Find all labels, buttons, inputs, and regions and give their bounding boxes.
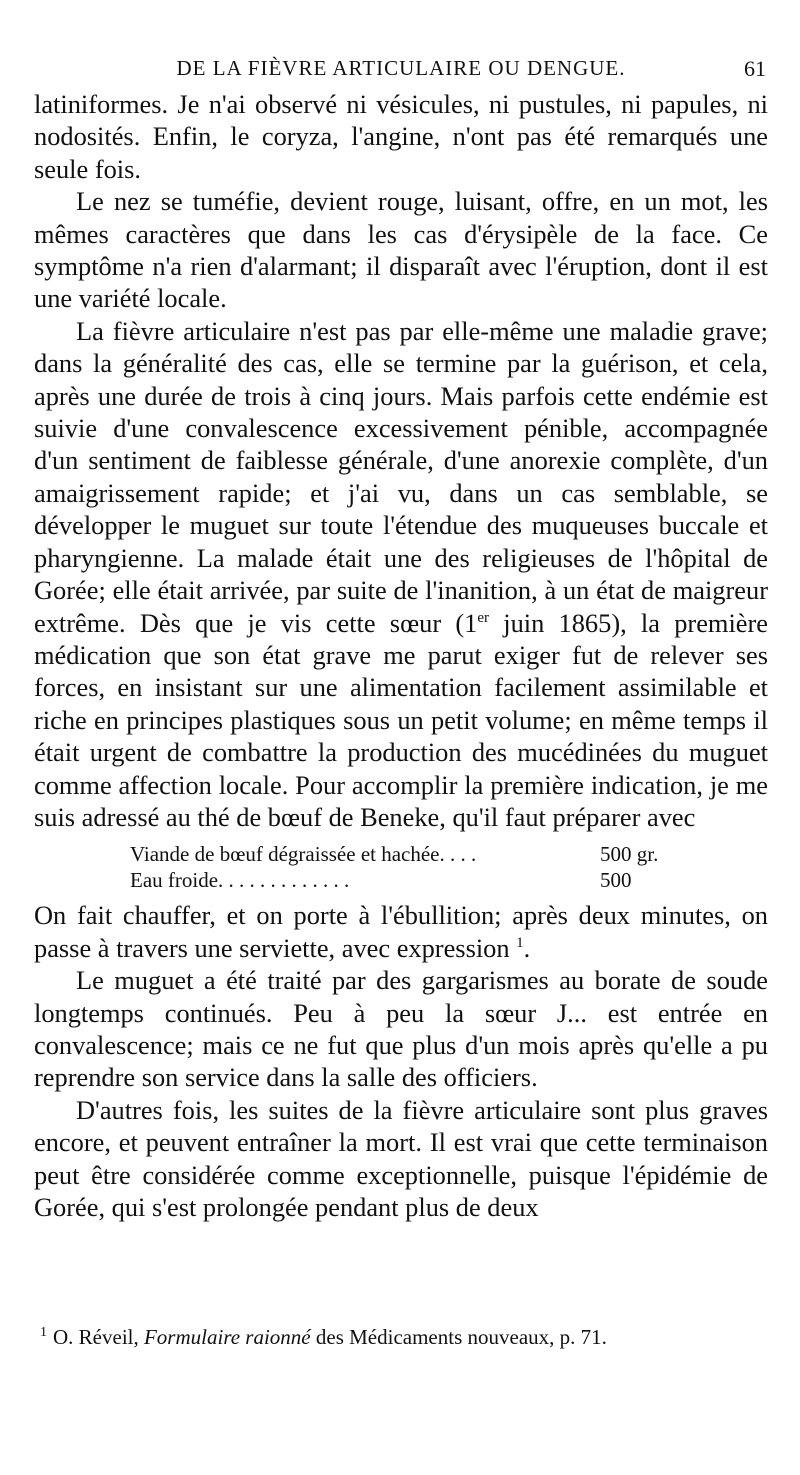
paragraph-4: [34, 899, 768, 964]
recipe-list: [130, 841, 670, 893]
footnote-author: O. Réveil,: [53, 1325, 144, 1349]
paragraph-3-part-b: juin 1865), la première médication que son état grave me parut exiger fut de relever ses forces, en insistant sur une alimentation facilement assimilable et riche en principes plastiques sous un petit volume; en même temps il était urgent de combattre la production des mucédinées du muguet comme affection locale. Pour accomplir la première indication, je me suis adressé au thé de bœuf de Beneke, qu'il faut préparer avec: [34, 607, 768, 832]
paragraph-4-part-a: On fait chauffer, et on porte à l'ébullition; après deux minutes, on passe à travers une serviette, avec expression: [34, 900, 768, 963]
recipe-row: [130, 867, 670, 893]
superscript-er: er: [477, 609, 489, 626]
footnote-rest: des Médicaments nouveaux, p. 71.: [310, 1325, 607, 1349]
paragraph-2: Le nez se tuméfie, devient rouge, luisant, offre, en un mot, les mêmes caractères que dans les cas d'érysipèle de la face. Ce symptôme n'a rien d'alarmant; il disparaît avec l'éruption, dont il est une variété locale.: [34, 186, 768, 314]
paragraph-3-part-a: La fièvre articulaire n'est pas par elle-même une maladie grave; dans la généralité des cas, elle se termine par la guérison, et cela, après une durée de trois à cinq jours. Mais parfois cette endémie est suivie d'une convalescence excessivement pénible, accompagnée d'un sentiment de faiblesse générale, d'une anorexie complète, d'un amaigrissement rapide; et j'ai vu, dans un cas semblable, se développer le muguet sur toute l'étendue des muqueuses buccale et pharyngienne. La malade était une des religieuses de l'hôpital de Gorée; elle était arrivée, par suite de l'inanition, à un état de maigreur extrême. Dès que je vis cette sœur (1: [34, 315, 768, 638]
paragraph-4-part-b: .: [523, 932, 531, 963]
paragraph-6: D'autres fois, les suites de la fièvre articulaire sont plus graves encore, et peuvent entraîner la mort. Il est vrai que cette terminaison peut être considérée comme exceptionnelle, puisque l'épidémie de Gorée, qui s'est prolongée pendant plus de deux: [34, 1094, 768, 1222]
recipe-quantity: 500: [600, 868, 632, 893]
recipe-ingredient: Eau froide. . . . . . . . . . . . .: [130, 868, 350, 893]
running-head: [36, 56, 766, 86]
running-title: DE LA FIÈVRE ARTICULAIRE OU DENGUE.: [176, 56, 626, 80]
footnote-title: Formulaire raionné: [143, 1325, 311, 1349]
body-text: [34, 88, 768, 1223]
recipe-row: [130, 841, 670, 867]
recipe-ingredient: Viande de bœuf dégraissée et hachée. . . .: [130, 842, 477, 867]
paragraph-3: [34, 315, 768, 834]
footnote: [40, 1320, 760, 1350]
recipe-quantity: 500 gr.: [600, 842, 659, 867]
page-number: 61: [744, 56, 766, 81]
footnote-reference: 1: [516, 934, 524, 951]
paragraph-5: Le muguet a été traité par des gargarismes au borate de soude longtemps continués. Peu à peu la sœur J... est entrée en convalescence; mais ce ne fut que plus d'un mois après qu'elle a pu reprendre son service dans la salle des officiers.: [34, 965, 768, 1093]
paragraph-1: latiniformes. Je n'ai observé ni vésicules, ni pustules, ni papules, ni nodosités. Enfin, le coryza, l'angine, n'ont pas été remarqués une seule fois.: [34, 89, 768, 184]
footnote-mark: 1: [40, 1325, 47, 1340]
